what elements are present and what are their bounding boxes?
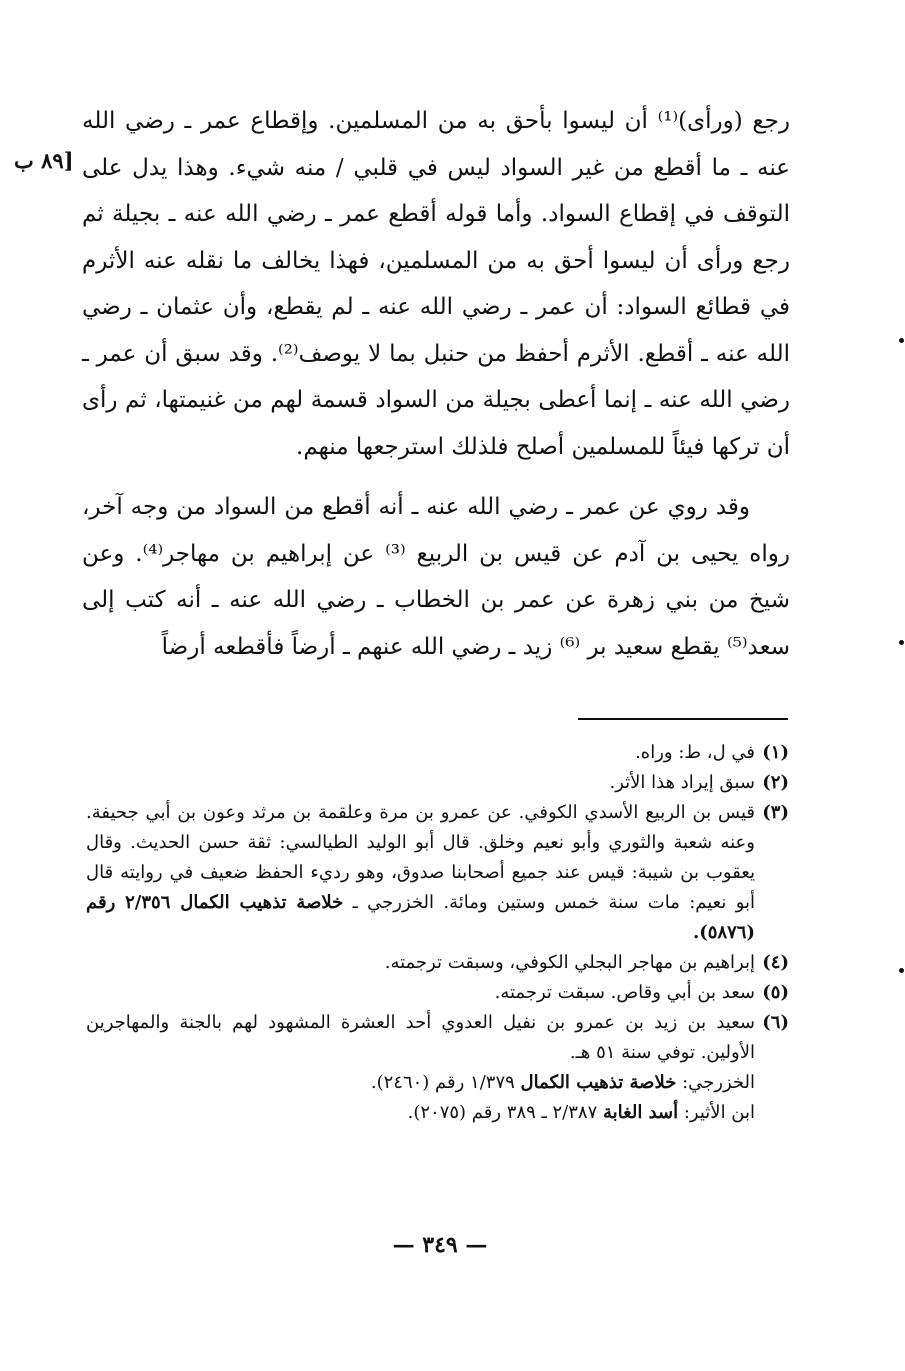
- footnote-text: إبراهيم بن مهاجر البجلي الكوفي، وسبقت ترجمته.: [384, 952, 755, 973]
- main-paragraph-2: وقد روي عن عمر ـ رضي الله عنه ـ أنه أقطع من السواد من وجه آخر، رواه يحيى بن آدم عن قيس بن الربيع ⁽³⁾ عن إبراهيم بن مهاجر⁽⁴⁾. وعن شيخ من بني زهرة عن عمر بن الخطاب ـ رضي الله عنه ـ أنه كتب إلى سعد⁽⁵⁾ يقطع سعيد بر ⁽⁶⁾ زيد ـ رضي الله عنهم ـ أرضاً فأقطعه أرضاً: [82, 494, 790, 660]
- footnote-text: [86, 798, 755, 948]
- footnote-5: [86, 978, 789, 1008]
- reference-author: الخزرجي:: [682, 1072, 755, 1093]
- reference-detail: ٢/٣٨٧ ـ ٣٨٩ رقم (٢٠٧٥).: [407, 1102, 598, 1123]
- footnote-3: [86, 798, 789, 948]
- footnote-source: خلاصة تذهيب الكمال ٢/٣٥٦ رقم (٥٨٧٦).: [86, 892, 755, 943]
- footnote-number: (٣): [762, 802, 789, 823]
- reference-work: خلاصة تذهيب الكمال: [520, 1072, 677, 1093]
- footnote-number: (٦): [762, 1012, 789, 1033]
- main-paragraph-1: رجع (ورأى)⁽¹⁾ أن ليسوا بأحق به من المسلمين. وإقطاع عمر ـ رضي الله عنه ـ ما أقطع من غير السواد ليس في قلبي / منه شيء. وهذا يدل على التوقف في إقطاع السواد. وأما قوله أقطع عمر ـ رضي الله عنه ـ بجيلة ثم رجع ورأى أن ليسوا أحق به من المسلمين، فهذا يخالف ما نقله عنه الأثرم في قطائع السواد: أن عمر ـ رضي الله عنه ـ لم يقطع، وأن عثمان ـ رضي الله عنه ـ أقطع. الأثرم أحفظ من حنبل بما لا يوصف⁽²⁾. وقد سبق أن عمر ـ رضي الله عنه ـ إنما أعطى بجيلة من السواد قسمة لهم من غنيمتها، ثم رأى أن تركها فيئاً للمسلمين أصلح فلذلك استرجعها منهم.: [82, 108, 790, 460]
- footnote-6: [86, 1008, 789, 1068]
- footnote-1: [86, 738, 789, 768]
- footnote-2: [86, 768, 789, 798]
- scan-mark: [899, 640, 904, 645]
- footnote-separator: [578, 718, 788, 720]
- scan-mark: [899, 338, 904, 343]
- footnote-text: سبق إيراد هذا الأثر.: [609, 772, 755, 793]
- main-text-body: [82, 98, 790, 670]
- reference-work: أسد الغابة: [603, 1102, 679, 1123]
- footnote-number: (١): [762, 742, 789, 763]
- margin-folio-note: [٨٩ ب: [14, 148, 74, 173]
- reference-detail: ١/٣٧٩ رقم (٢٤٦٠).: [370, 1072, 515, 1093]
- footnote-number: (٢): [762, 772, 789, 793]
- footnote-number: (٥): [762, 982, 789, 1003]
- footnote-text: سعيد بن زيد بن عمرو بن نفيل العدوي أحد العشرة المشهود لهم بالجنة والمهاجرين الأولين. توفي سنة ٥١ هـ.: [86, 1012, 755, 1063]
- reference-line-2: [86, 1098, 789, 1128]
- reference-author: ابن الأثير:: [683, 1102, 755, 1123]
- footnote-text: سعد بن أبي وقاص. سبقت ترجمته.: [494, 982, 755, 1003]
- scan-mark: [899, 968, 904, 973]
- footnote-body: قيس بن الربيع الأسدي الكوفي. عن عمرو بن مرة وعلقمة بن مرثد وعون بن أبي جحيفة. وعنه شعبة والثوري وأبو نعيم وخلق. قال أبو الوليد الطيالسي: ثقة حسن الحديث. وقال يعقوب بن شيبة: قيس عند جميع أصحابنا صدوق، وهو رديء الحفظ ضعيف في روايته قال أبو نعيم: مات سنة خمس وستين ومائة. الخزرجي ـ: [86, 802, 755, 913]
- reference-line-1: [86, 1068, 789, 1098]
- footnote-4: [86, 948, 789, 978]
- footnotes: [86, 738, 789, 1128]
- footnote-text: في ل، ط: وراه.: [635, 742, 755, 763]
- page-number: — ٣٤٩ —: [392, 1232, 488, 1258]
- footnote-number: (٤): [762, 952, 789, 973]
